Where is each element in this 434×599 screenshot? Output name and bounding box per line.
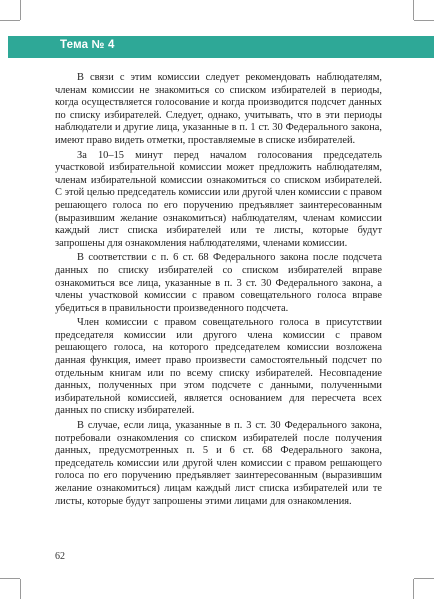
- paragraph: Член комиссии с правом совещательного голоса в присутствии председателя комиссии или другого члена комиссии с правом решающего голоса, на которого председателем комиссии возложена данная функция, имеет право произвести самостоятельный подсчет по отдельным книгам или по всему списку избирателей. Несовпадение данных, полученных при этом подсчете с данными, полученными избирательной комиссией, является основанием для пересчета всех данных по списку избирателей.: [55, 317, 382, 417]
- paragraph: В связи с этим комиссии следует рекомендовать наблюдателям, членам комиссии не знакомиться со списком избирателей в периоды, когда осуществляется голосование и когда производится подсчет данных по списку избирателей. Следует, однако, учитывать, что в эти периоды наблюдатели и другие лица, указанные в п. 1 ст. 30 Федерального закона, имеют право видеть отметки, проставляемые в списке избирателей.: [55, 72, 382, 146]
- topic-header-bar: [8, 36, 434, 58]
- crop-mark: [413, 0, 414, 20]
- topic-label: Тема № 4: [60, 39, 115, 51]
- paragraph: В соответствии с п. 6 ст. 68 Федерального закона после подсчета данных по списку избирателей со списком избирателей вправе ознакомиться все лица, указанные в п. 3 ст. 30 Федерального закона, а члены участковой комиссии с правом совещательного голоса вправе убедиться в правильности произведенного подсчета.: [55, 252, 382, 314]
- paragraph: За 10–15 минут перед началом голосования председатель участковой избирательной комиссии может предложить наблюдателям, членам избирательной комиссии ознакомиться со списком избирателей. С этой целью председатель комиссии или другой член комиссии с правом решающего голоса по его поручению предъявляет заинтересованным (выразившим желание ознакомиться) наблюдателям, членам комиссии каждый лист списка избирателей или те листы, которые будут запрошены для ознакомления наблюдателями, членами комиссии.: [55, 149, 382, 249]
- crop-mark: [20, 579, 21, 599]
- paragraph: В случае, если лица, указанные в п. 3 ст. 30 Федерального закона, потребовали ознакомления со списком избирателей после получения данных, предусмотренных п. 5 и 6 ст. 68 Федерального закона, председатель комиссии или другой член комиссии с правом решающего голоса по его поручению предъявляет заинтересованным (выразившим желание ознакомиться) лицам каждый лист списка избирателей или те листы, которые будут запрошены этими лицами для ознакомления.: [55, 420, 382, 507]
- crop-mark: [413, 579, 414, 599]
- crop-mark: [0, 578, 20, 579]
- crop-mark: [20, 0, 21, 20]
- page-number: 62: [55, 551, 65, 562]
- crop-mark: [414, 20, 434, 21]
- crop-mark: [414, 578, 434, 579]
- crop-mark: [0, 20, 20, 21]
- body-text: [55, 72, 382, 510]
